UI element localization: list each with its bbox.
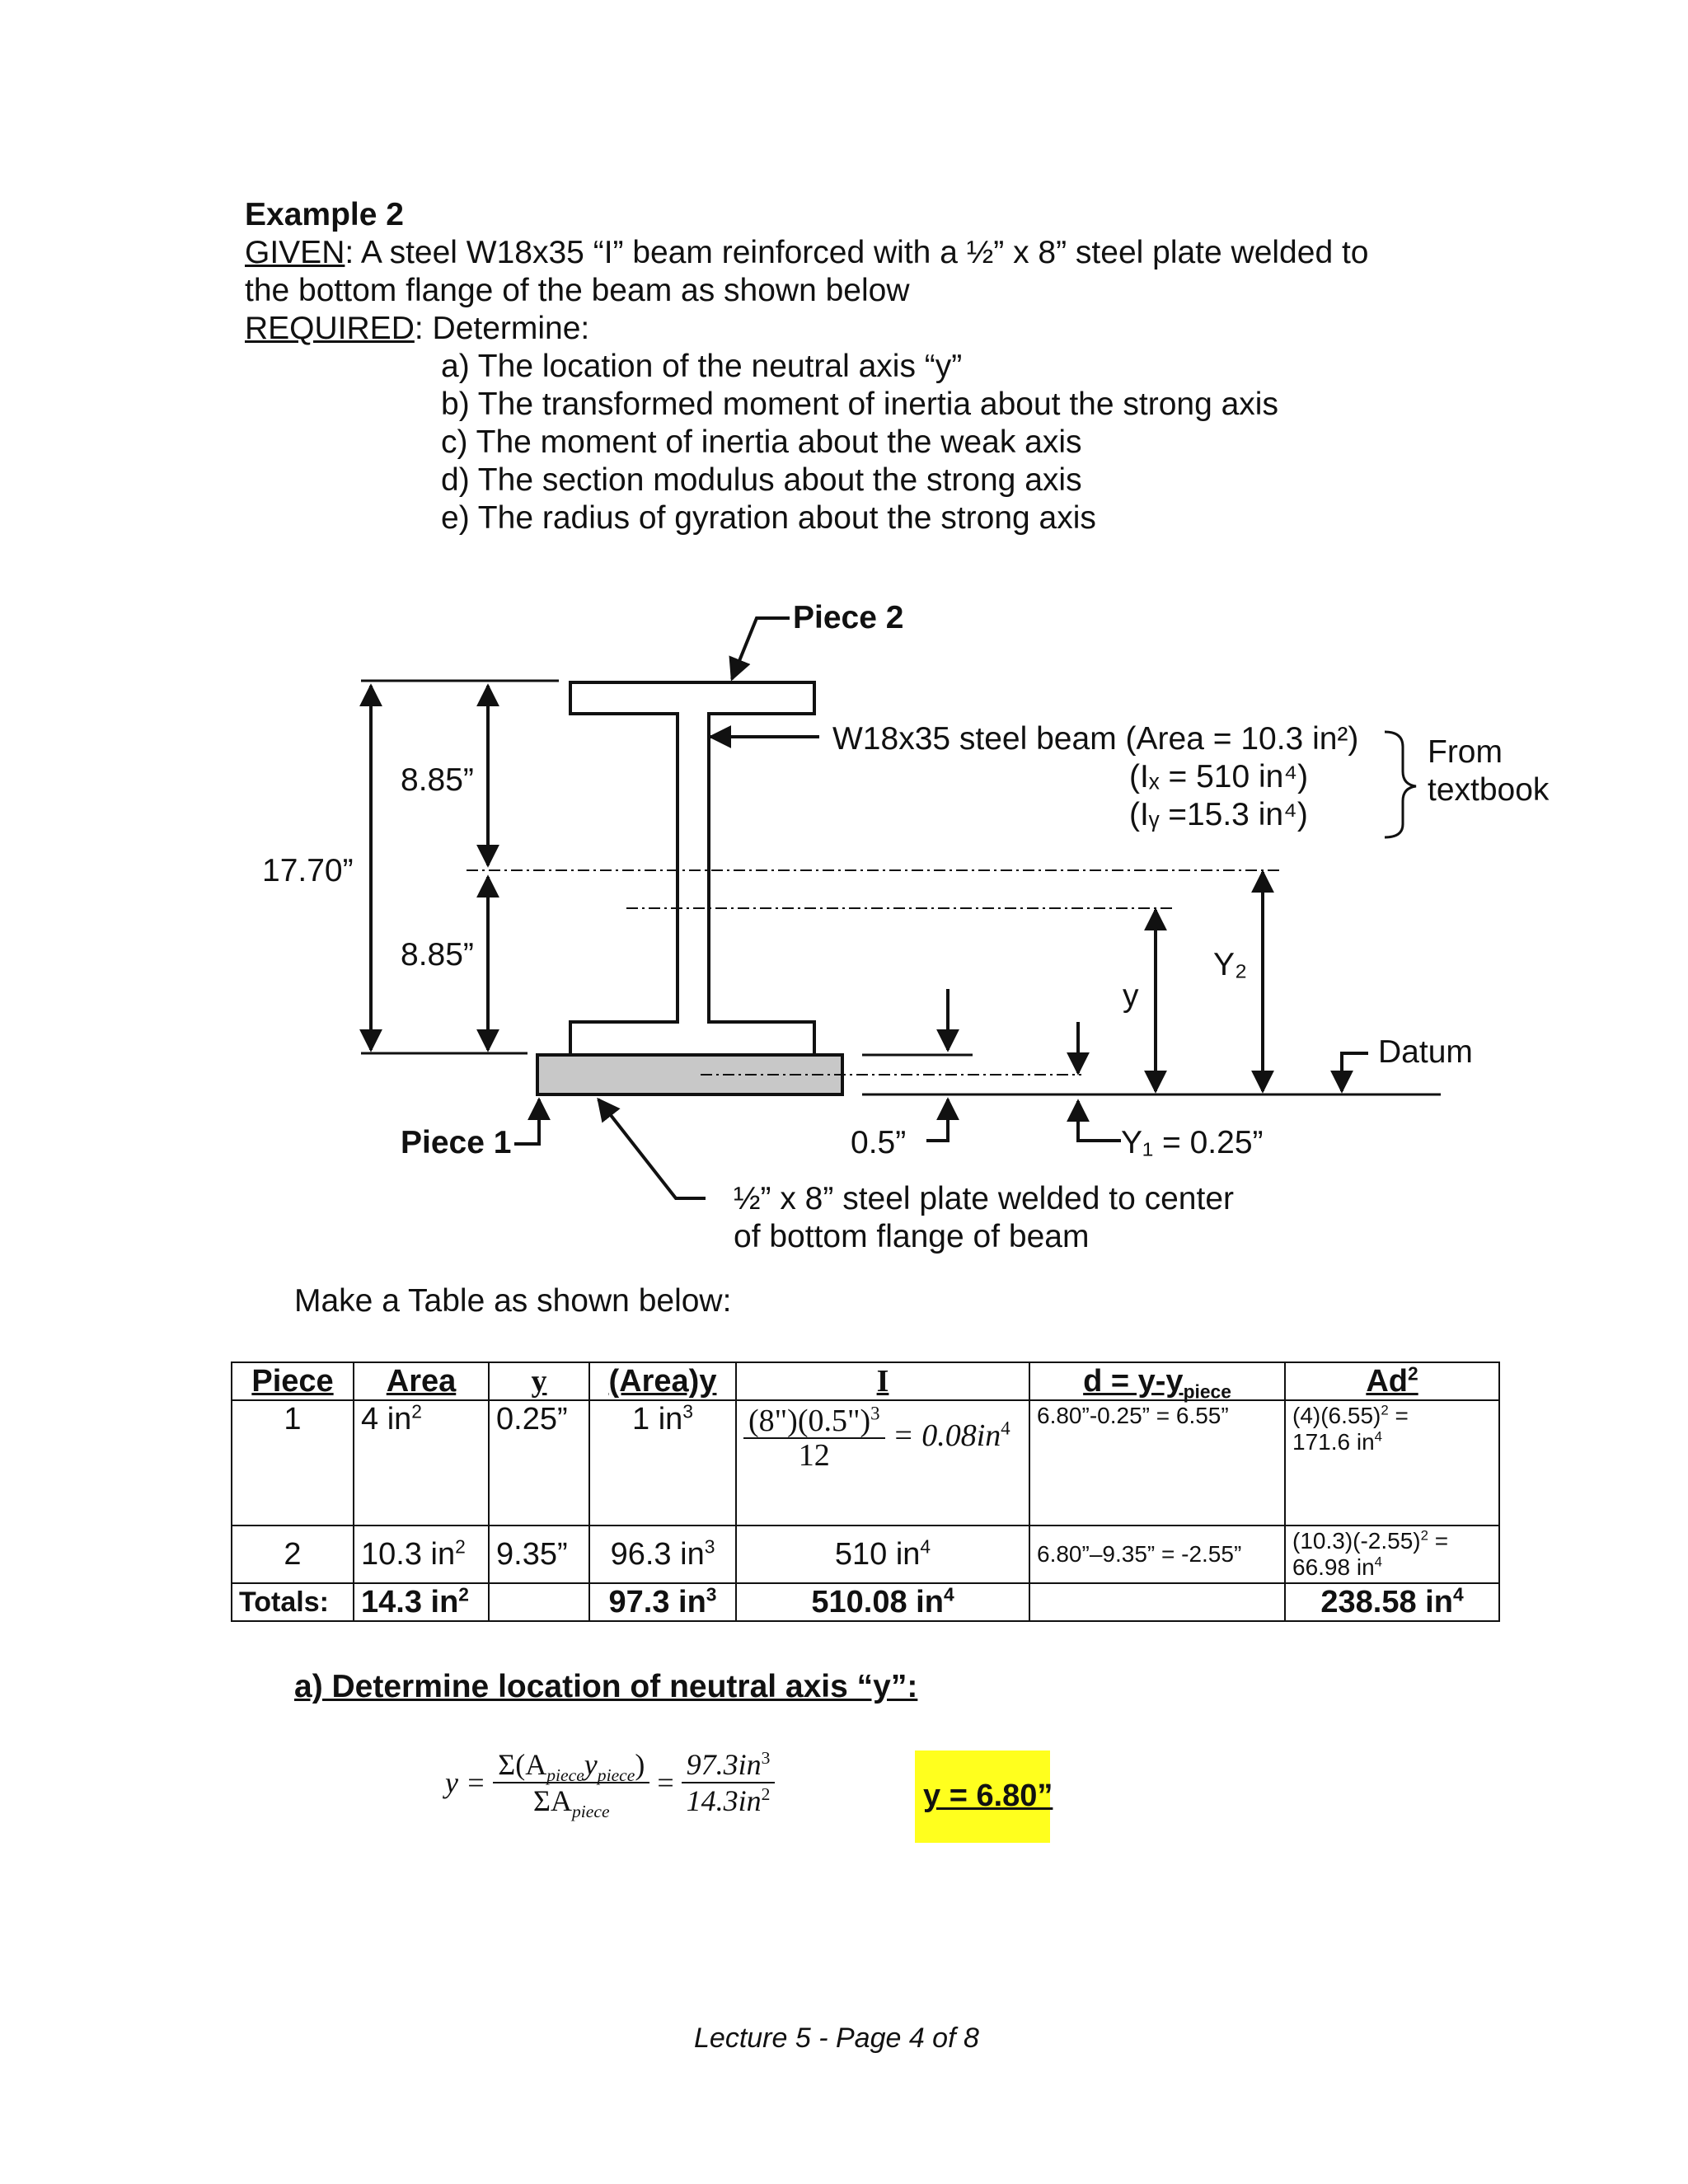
totals-ad2	[1285, 1583, 1499, 1621]
table-totals-row	[232, 1583, 1499, 1621]
required-item-b: b) The transformed moment of inertia about the strong axis	[441, 387, 1278, 422]
row1-ad-l2-sup: 4	[1374, 1428, 1382, 1445]
beam-spec-line1: W18x35 steel beam (Area = 10.3 in²)	[832, 721, 1359, 757]
y-label: y	[1123, 978, 1139, 1014]
required-label: REQUIRED	[245, 311, 415, 346]
formula-fraction-1	[493, 1747, 649, 1822]
piece2-label: Piece 2	[793, 600, 904, 635]
table-intro: Make a Table as shown below:	[294, 1283, 732, 1319]
row2-i	[736, 1526, 1029, 1583]
row1-ad-l2: 171.6 in	[1292, 1429, 1375, 1455]
datum-label: Datum	[1378, 1034, 1473, 1070]
totals-i-sup: 4	[943, 1583, 954, 1605]
row2-ay-val: 96.3 in	[610, 1537, 705, 1572]
formula-num2-sup: 3	[761, 1748, 771, 1768]
formula-num-2	[682, 1747, 776, 1783]
formula-num-mid: y	[584, 1748, 598, 1781]
beam-spec-line3: (Iᵧ =15.3 in⁴)	[1129, 797, 1308, 832]
row2-ad-line1	[1292, 1528, 1492, 1554]
row1-ad-l1-tail: =	[1388, 1403, 1409, 1428]
row1-ad-l1-sup: 2	[1381, 1402, 1389, 1418]
formula-num-sigma: Σ(A	[498, 1748, 547, 1781]
header-d-sub: piece	[1183, 1380, 1231, 1403]
totals-label: Totals:	[232, 1583, 354, 1621]
totals-i-val: 510.08 in	[811, 1585, 944, 1619]
formula-den-sigma: ΣA	[533, 1784, 572, 1817]
formula-den-sub: piece	[572, 1802, 610, 1822]
moment-table	[231, 1361, 1500, 1622]
formula-den2-text: 14.3in	[686, 1784, 762, 1817]
row1-i-result-text: = 0.08in	[893, 1418, 1001, 1453]
totals-ay	[589, 1583, 736, 1621]
row1-y: 0.25”	[489, 1400, 589, 1526]
given-text-1: : A steel W18x35 “I” beam reinforced with a ½” x 8” steel plate welded to	[345, 235, 1369, 270]
header-area-y: (Area)y	[589, 1362, 736, 1400]
row2-ad-l2-sup: 4	[1374, 1554, 1382, 1570]
required-item-d: d) The section modulus about the strong axis	[441, 462, 1082, 498]
totals-ay-val: 97.3 in	[608, 1585, 706, 1619]
formula-den-2	[682, 1783, 776, 1818]
row1-i-result	[893, 1418, 1010, 1453]
row1-ay-sup: 3	[682, 1400, 693, 1422]
row1-i-num-sup: 3	[870, 1403, 880, 1424]
totals-ad-val: 238.58 in	[1320, 1585, 1453, 1619]
table-row	[232, 1400, 1499, 1526]
header-d-main: d = y-y	[1083, 1364, 1184, 1399]
row1-ad-l1: (4)(6.55)	[1292, 1403, 1381, 1428]
neutral-axis-formula	[445, 1747, 775, 1822]
row2-piece: 2	[232, 1526, 354, 1583]
given-label: GIVEN	[245, 235, 345, 270]
row2-area-val: 10.3 in	[361, 1537, 456, 1572]
datum-leader	[1342, 1053, 1368, 1091]
header-ad-main: Ad	[1366, 1364, 1408, 1399]
plate-label-leader	[598, 1099, 706, 1198]
dim-top-label: 8.85”	[401, 762, 474, 798]
row1-ad-line2	[1292, 1429, 1492, 1455]
row2-ay-sup: 3	[704, 1535, 715, 1558]
row1-i-num	[743, 1404, 885, 1439]
totals-ad-sup: 4	[1452, 1583, 1464, 1605]
formula-eq: =	[657, 1766, 674, 1799]
plate-up-arrow	[926, 1099, 948, 1141]
piece1-label: Piece 1	[401, 1125, 512, 1160]
totals-ay-sup: 3	[706, 1583, 717, 1605]
beam-spec-line2: (Iₓ = 510 in⁴)	[1129, 759, 1309, 794]
row2-ad-l1-tail: =	[1428, 1528, 1449, 1554]
formula-den2-sup: 2	[761, 1784, 771, 1804]
totals-y-empty	[489, 1583, 589, 1621]
required-item-c: c) The moment of inertia about the weak axis	[441, 424, 1082, 460]
header-ad2	[1285, 1362, 1499, 1400]
plate-note-line2: of bottom flange of beam	[734, 1219, 1090, 1254]
totals-area	[354, 1583, 489, 1621]
row2-ad-l1: (10.3)(-2.55)	[1292, 1528, 1421, 1554]
Y1-label: Y₁ = 0.25”	[1121, 1125, 1264, 1160]
row1-ad-line1	[1292, 1403, 1492, 1429]
row2-ad-line2	[1292, 1554, 1492, 1581]
totals-area-val: 14.3 in	[361, 1585, 459, 1619]
totals-i	[736, 1583, 1029, 1621]
header-area: Area	[354, 1362, 489, 1400]
formula-num-sub1: piece	[546, 1765, 584, 1786]
formula-num-sub2: piece	[597, 1765, 635, 1786]
row2-y: 9.35”	[489, 1526, 589, 1583]
totals-area-sup: 2	[458, 1583, 469, 1605]
Y2-label: Y₂	[1213, 947, 1248, 982]
table-header-row	[232, 1362, 1499, 1400]
row1-i-num-text: (8")(0.5")	[748, 1404, 871, 1438]
row2-i-val: 510 in	[834, 1537, 921, 1572]
required-item-a: a) The location of the neutral axis “y”	[441, 349, 963, 384]
header-i: I	[736, 1362, 1029, 1400]
row1-area-sup: 2	[411, 1400, 422, 1422]
formula-lhs: y =	[445, 1766, 486, 1799]
given-line-2: the bottom flange of the beam as shown below	[245, 273, 910, 308]
row1-d: 6.80”-0.25” = 6.55”	[1029, 1400, 1285, 1526]
formula-fraction-2	[682, 1747, 776, 1818]
row2-i-sup: 4	[920, 1535, 931, 1558]
formula-num-end: )	[635, 1748, 645, 1781]
row1-i-fraction	[743, 1404, 885, 1472]
page-footer: Lecture 5 - Page 4 of 8	[694, 2022, 979, 2054]
right-brace	[1385, 732, 1416, 837]
row2-ay	[589, 1526, 736, 1583]
dim-total-label: 17.70”	[262, 853, 354, 888]
result-highlight	[915, 1750, 1053, 1843]
row1-i-result-sup: 4	[1001, 1418, 1010, 1439]
row1-ad2	[1285, 1400, 1499, 1526]
header-piece: Piece	[232, 1362, 354, 1400]
section-a-title: a) Determine location of neutral axis “y”:	[294, 1669, 918, 1704]
Y1-up-arrow	[1078, 1101, 1121, 1141]
header-y: y	[489, 1362, 589, 1400]
textbook-label: textbook	[1428, 772, 1550, 808]
example-title: Example 2	[245, 197, 404, 232]
row1-ay	[589, 1400, 736, 1526]
required-item-e: e) The radius of gyration about the strong axis	[441, 500, 1096, 536]
row2-ad2	[1285, 1526, 1499, 1583]
row1-i	[736, 1400, 1029, 1526]
piece1-leader	[514, 1099, 539, 1144]
row1-area-val: 4 in	[361, 1402, 412, 1436]
plate-note-line1: ½” x 8” steel plate welded to center	[734, 1181, 1234, 1216]
row1-ay-val: 1 in	[632, 1402, 683, 1436]
row2-d: 6.80”–9.35” = -2.55”	[1029, 1526, 1285, 1583]
totals-d-empty	[1029, 1583, 1285, 1621]
row2-ad-l1-sup: 2	[1420, 1527, 1428, 1544]
row2-area-sup: 2	[455, 1535, 466, 1558]
from-label: From	[1428, 734, 1503, 770]
required-text: : Determine:	[414, 311, 590, 346]
plate-dim-label: 0.5”	[851, 1125, 907, 1160]
formula-num2-text: 97.3in	[686, 1748, 762, 1781]
piece2-leader	[732, 618, 790, 679]
formula-num-1	[493, 1747, 649, 1786]
table-row	[232, 1526, 1499, 1583]
row1-piece: 1	[232, 1400, 354, 1526]
formula-den-1	[493, 1783, 649, 1822]
row1-area	[354, 1400, 489, 1526]
header-ad-sup: 2	[1407, 1362, 1418, 1385]
row1-i-den: 12	[798, 1438, 830, 1473]
dim-bottom-label: 8.85”	[401, 937, 474, 972]
row2-area	[354, 1526, 489, 1583]
result-value: y = 6.80”	[923, 1779, 1053, 1813]
header-d	[1029, 1362, 1285, 1403]
row2-ad-l2: 66.98 in	[1292, 1554, 1375, 1580]
